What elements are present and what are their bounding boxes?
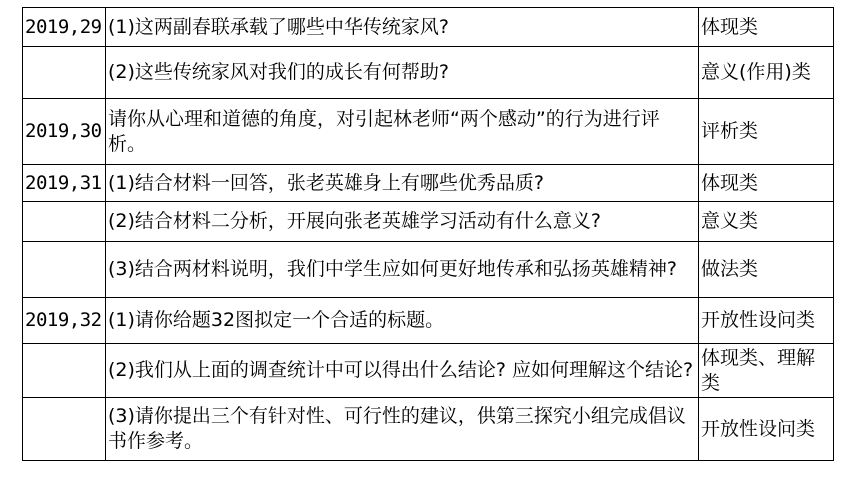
table-row bbox=[23, 298, 834, 344]
type-cell: 体现类、理解类 bbox=[699, 344, 834, 398]
year-cell: 2019,30 bbox=[23, 99, 106, 165]
table-row bbox=[23, 202, 834, 242]
table-row bbox=[23, 165, 834, 202]
question-cell: (2)这些传统家风对我们的成长有何帮助? bbox=[106, 47, 699, 99]
question-cell: (2)我们从上面的调查统计中可以得出什么结论? 应如何理解这个结论? bbox=[106, 344, 699, 398]
type-cell: 开放性设问类 bbox=[699, 398, 834, 461]
year-cell: 2019,32 bbox=[23, 298, 106, 344]
type-cell: 意义类 bbox=[699, 202, 834, 242]
question-cell: (2)结合材料二分析，开展向张老英雄学习活动有什么意义? bbox=[106, 202, 699, 242]
table-row bbox=[23, 344, 834, 398]
year-cell: 2019,31 bbox=[23, 165, 106, 202]
question-cell: (1)结合材料一回答，张老英雄身上有哪些优秀品质? bbox=[106, 165, 699, 202]
table-row bbox=[23, 242, 834, 298]
type-cell: 体现类 bbox=[699, 165, 834, 202]
table-row bbox=[23, 8, 834, 47]
question-cell: (1)这两副春联承载了哪些中华传统家风? bbox=[106, 8, 699, 47]
question-cell: (3)结合两材料说明，我们中学生应如何更好地传承和弘扬英雄精神? bbox=[106, 242, 699, 298]
table-row bbox=[23, 47, 834, 99]
type-cell: 体现类 bbox=[699, 8, 834, 47]
year-cell: 2019,29 bbox=[23, 8, 106, 47]
year-cell bbox=[23, 202, 106, 242]
table-row bbox=[23, 99, 834, 165]
type-cell: 开放性设问类 bbox=[699, 298, 834, 344]
table-row bbox=[23, 398, 834, 461]
year-cell bbox=[23, 242, 106, 298]
type-cell: 评析类 bbox=[699, 99, 834, 165]
question-type-table bbox=[22, 7, 834, 461]
type-cell: 意义(作用)类 bbox=[699, 47, 834, 99]
question-cell: (1)请你给题32图拟定一个合适的标题。 bbox=[106, 298, 699, 344]
question-cell: (3)请你提出三个有针对性、可行性的建议，供第三探究小组完成倡议书作参考。 bbox=[106, 398, 699, 461]
question-cell: 请你从心理和道德的角度，对引起林老师“两个感动”的行为进行评析。 bbox=[106, 99, 699, 165]
year-cell bbox=[23, 344, 106, 398]
type-cell: 做法类 bbox=[699, 242, 834, 298]
year-cell bbox=[23, 398, 106, 461]
year-cell bbox=[23, 47, 106, 99]
